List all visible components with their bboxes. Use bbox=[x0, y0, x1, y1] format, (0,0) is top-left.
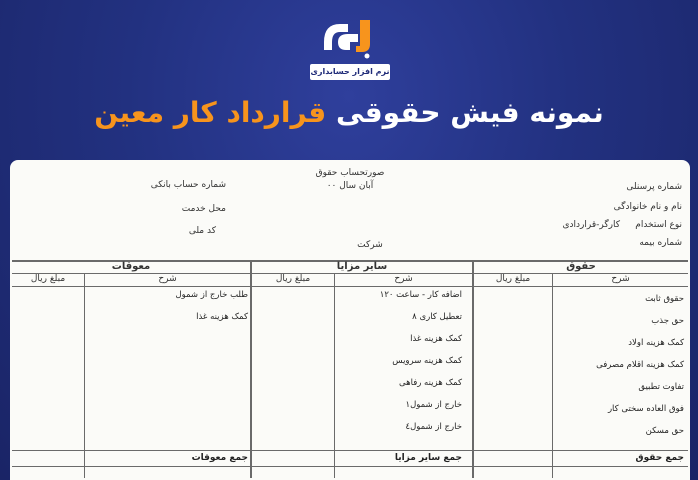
deductions-total-label: جمع معوقات bbox=[191, 453, 248, 463]
section-salary-title: حقوق bbox=[566, 261, 596, 272]
benefits-item: خارج از شمول۱ bbox=[405, 400, 462, 410]
payslip-document bbox=[10, 160, 690, 480]
benefits-total-label: جمع سایر مزایا bbox=[394, 453, 462, 463]
benefits-item: کمک هزینه سرویس bbox=[392, 356, 462, 366]
salary-desc-header: شرح bbox=[611, 274, 630, 284]
salary-item: تفاوت تطبیق bbox=[638, 382, 684, 392]
title-part-2: قرارداد کار معین bbox=[94, 96, 327, 129]
salary-item: کمک هزینه اولاد bbox=[628, 338, 684, 348]
salary-amount-header: مبلغ ریال bbox=[495, 274, 531, 284]
deductions-item: طلب خارج از شمول bbox=[175, 290, 248, 300]
field-work-location: محل خدمت bbox=[181, 204, 226, 214]
salary-item: کمک هزینه اقلام مصرفی bbox=[596, 360, 684, 370]
field-full-name: نام و نام خانوادگی bbox=[613, 202, 682, 212]
logo-caption: نرم افزار حسابداری bbox=[310, 64, 390, 80]
benefits-item: اضافه کار - ساعت ۱۲۰ bbox=[379, 290, 462, 300]
doc-period: آبان سال ۰۰ bbox=[326, 181, 374, 191]
logo-mark-icon bbox=[318, 14, 382, 60]
salary-item: فوق العاده سختی کار bbox=[607, 404, 684, 414]
deductions-amount-header: مبلغ ریال bbox=[30, 274, 66, 284]
field-employment-type: نوع استخدام bbox=[635, 220, 682, 230]
benefits-desc-header: شرح bbox=[394, 274, 413, 284]
field-bank-account: شماره حساب بانکی bbox=[150, 180, 226, 190]
field-national-id: کد ملی bbox=[188, 226, 216, 236]
salary-item: حقوق ثابت bbox=[645, 294, 684, 304]
payslip-table bbox=[12, 260, 688, 478]
company-label: شرکت bbox=[357, 240, 383, 250]
section-benefits-title: سایر مزایا bbox=[336, 261, 388, 272]
section-deductions-title: معوقات bbox=[111, 261, 151, 272]
deductions-item: کمک هزینه غذا bbox=[196, 312, 248, 322]
title-part-1: نمونه فیش حقوقی bbox=[336, 96, 604, 129]
benefits-item: کمک هزینه رفاهی bbox=[399, 378, 462, 388]
salary-total-label: جمع حقوق bbox=[635, 453, 684, 463]
doc-heading: صورتحساب حقوق bbox=[315, 168, 385, 178]
deductions-desc-header: شرح bbox=[158, 274, 177, 284]
benefits-amount-header: مبلغ ریال bbox=[275, 274, 311, 284]
field-personnel-no: شماره پرسنلی bbox=[626, 182, 682, 192]
field-employment-type-value: کارگر-قراردادی bbox=[562, 220, 620, 230]
field-insurance-no: شماره بیمه bbox=[639, 238, 682, 248]
salary-item: حق جذب bbox=[651, 316, 684, 326]
benefits-item: تعطیل کاری ۸ bbox=[412, 312, 462, 322]
benefits-item: کمک هزینه غذا bbox=[410, 334, 462, 344]
benefits-item: خارج از شمول٤ bbox=[405, 422, 462, 432]
brand-logo bbox=[310, 14, 390, 84]
page-title bbox=[0, 96, 698, 129]
salary-item: حق مسکن bbox=[645, 426, 684, 436]
